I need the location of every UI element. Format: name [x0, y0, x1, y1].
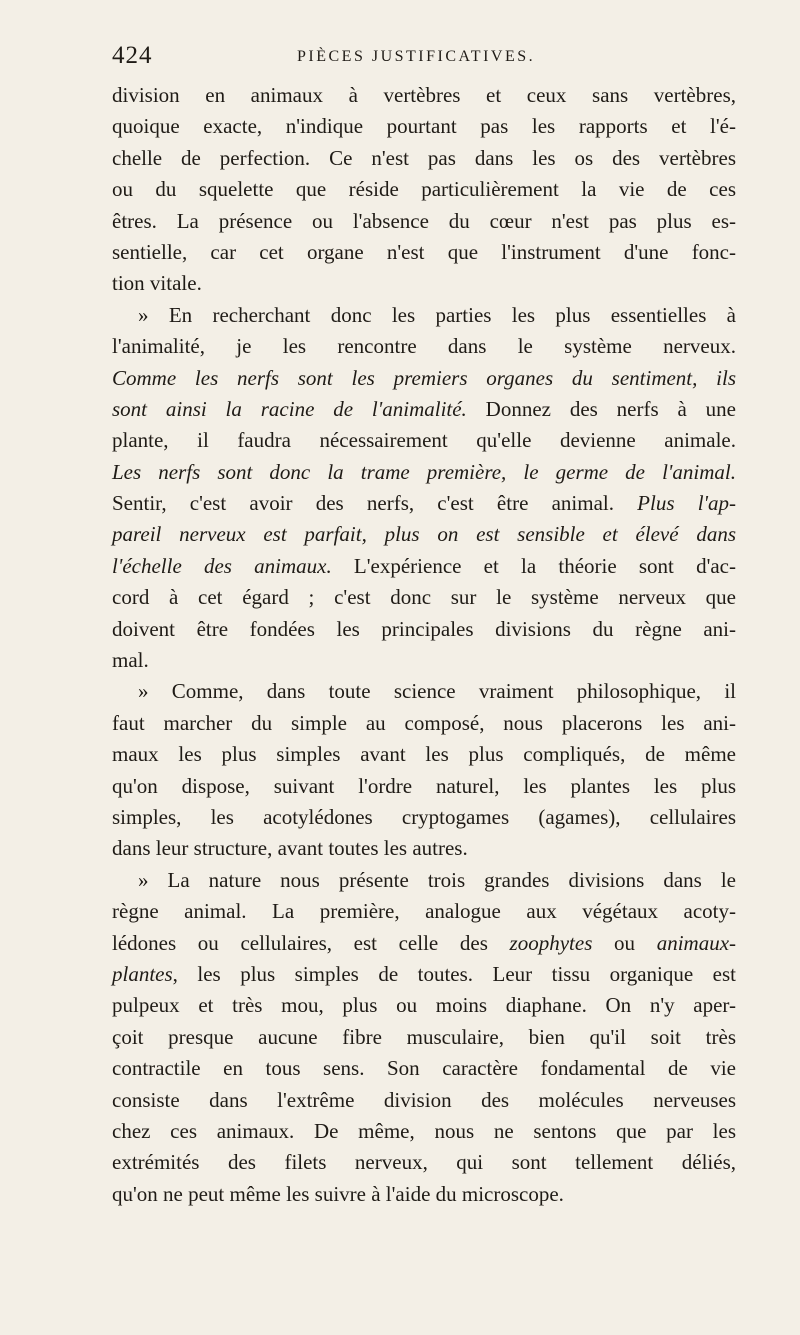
text-run: lédones ou cellulaires, est celle des [112, 930, 510, 955]
italic-run: sont ainsi la racine de l'animalité. [112, 396, 467, 421]
text-line: dans leur structure, avant toutes les autres. [112, 836, 468, 861]
text-line: règne animal. La première, analogue aux végétaux acoty- [112, 899, 736, 924]
text-line: plante, il faudra nécessairement qu'elle devienne animale. [112, 428, 736, 453]
body-text [112, 80, 736, 1210]
text-run: Donnez des nerfs à une [466, 396, 736, 421]
italic-run: Comme les nerfs sont les premiers organes du sentiment, ils [112, 365, 736, 390]
italic-run: plantes [112, 961, 173, 986]
text-line [112, 457, 736, 488]
page-number: 424 [112, 42, 153, 69]
text-run: Sentir, c'est avoir des nerfs, c'est être animal. [112, 491, 638, 516]
text-line: qu'on dispose, suivant l'ordre naturel, les plantes les plus [112, 773, 736, 798]
italic-run: l'échelle des animaux. [112, 553, 332, 578]
text-line: contractile en tous sens. Son caractère fondamental de vie [112, 1056, 736, 1081]
text-line: cord à cet égard ; c'est donc sur le système nerveux que [112, 585, 736, 610]
text-line: chelle de perfection. Ce n'est pas dans les os des vertèbres [112, 145, 736, 170]
text-line: doivent être fondées les principales divisions du règne ani- [112, 616, 736, 641]
text-line: » Comme, dans toute science vraiment philosophique, il [138, 679, 736, 704]
italic-run: Plus l'ap- [637, 491, 737, 516]
italic-run: Les nerfs sont donc la trame première, le germe de l'animal. [112, 459, 736, 484]
text-line: division en animaux à vertèbres et ceux sans vertèbres, [112, 83, 736, 107]
text-line: consiste dans l'extrême division des molécules nerveuses [112, 1087, 736, 1112]
text-line [112, 959, 736, 990]
italic-run: animaux- [656, 930, 737, 955]
text-line: êtres. La présence ou l'absence du cœur n'est pas plus es- [112, 208, 736, 233]
text-line: l'animalité, je les rencontre dans le système nerveux. [112, 334, 736, 359]
text-line: mal. [112, 648, 149, 673]
text-line: pulpeux et très mou, plus ou moins diaphane. On n'y aper- [112, 993, 736, 1018]
text-line [112, 928, 736, 959]
text-run: , les plus simples de toutes. Leur tissu organique est [172, 961, 736, 986]
text-line: ou du squelette que réside particulièrement la vie de ces [112, 177, 736, 202]
text-line: simples, les acotylédones cryptogames (agames), cellulaires [112, 804, 736, 829]
page-header [112, 42, 712, 76]
text-line [112, 551, 736, 582]
text-line: qu'on ne peut même les suivre à l'aide du microscope. [112, 1181, 564, 1206]
text-run: ou [592, 930, 657, 955]
text-line [112, 488, 736, 519]
text-line: » En recherchant donc les parties les plus essentielles à [138, 302, 736, 327]
text-line: faut marcher du simple au composé, nous placerons les ani- [112, 710, 736, 735]
running-head: PIÈCES JUSTIFICATIVES. [297, 48, 536, 65]
text-run: L'expérience et la théorie sont d'ac- [331, 553, 736, 578]
text-line: çoit presque aucune fibre musculaire, bien qu'il soit très [112, 1024, 736, 1049]
text-line: quoique exacte, n'indique pourtant pas les rapports et l'é- [112, 114, 736, 139]
italic-run: pareil nerveux est parfait, plus on est sensible et élevé dans [112, 522, 736, 547]
text-line [112, 394, 736, 425]
text-line: chez ces animaux. De même, nous ne sentons que par les [112, 1118, 736, 1143]
text-line: maux les plus simples avant les plus compliqués, de même [112, 742, 736, 767]
text-line: » La nature nous présente trois grandes divisions dans le [138, 867, 736, 892]
text-line [112, 519, 736, 550]
text-line: tion vitale. [112, 271, 202, 296]
text-line: sentielle, car cet organe n'est que l'instrument d'une fonc- [112, 239, 736, 264]
italic-run: zoophytes [509, 930, 593, 955]
text-line [112, 363, 736, 394]
text-line: extrémités des filets nerveux, qui sont tellement déliés, [112, 1150, 736, 1175]
